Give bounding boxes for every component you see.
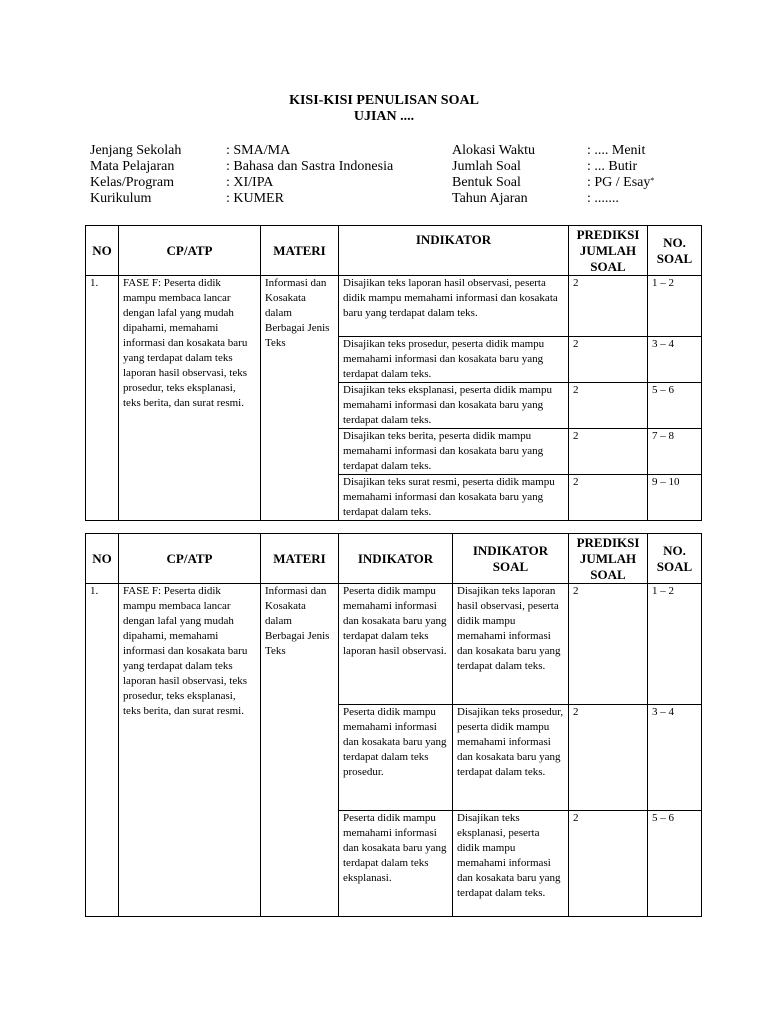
table-row (86, 584, 702, 705)
info-value-kurikulum: : KUMER (226, 191, 284, 206)
header-cp: CP/ATP (119, 534, 261, 584)
document-title: KISI-KISI PENULISAN SOAL (289, 93, 479, 108)
nosoal-cell: 3 – 4 (648, 705, 702, 811)
bentuk-text: : PG / Esay (587, 175, 651, 190)
indikator-cell: Disajikan teks eksplanasi, peserta didik mampu memahami informasi dan kosakata baru yang terdapat dalam teks. (339, 383, 569, 429)
indikator-cell: Disajikan teks laporan hasil observasi, peserta didik mampu memahami informasi dan kosakata baru yang terdapat dalam teks. (339, 276, 569, 337)
info-value-alokasi: : .... Menit (587, 143, 646, 158)
header-no: NO (86, 226, 119, 276)
header-nosoal: NO. SOAL (648, 226, 702, 276)
header-materi: MATERI (261, 226, 339, 276)
prediksi-cell: 2 (569, 705, 648, 811)
prediksi-cell: 2 (569, 584, 648, 705)
indikator-soal-cell: Disajikan teks eksplanasi, peserta didik mampu memahami informasi dan kosakata baru yang terdapat dalam teks. (453, 811, 569, 917)
indikator-cell: Peserta didik mampu memahami informasi dan kosakata baru yang terdapat dalam teks eksplanasi. (339, 811, 453, 917)
info-label-bentuk: Bentuk Soal (452, 175, 521, 190)
row-number: 1. (86, 276, 119, 521)
nosoal-cell: 5 – 6 (648, 811, 702, 917)
header-materi: MATERI (261, 534, 339, 584)
indikator-cell: Disajikan teks surat resmi, peserta didik mampu memahami informasi dan kosakata baru yang terdapat dalam teks. (339, 475, 569, 521)
table-header-row (86, 226, 702, 276)
info-value-bentuk (587, 175, 654, 191)
header-no: NO (86, 534, 119, 584)
nosoal-cell: 1 – 2 (648, 276, 702, 337)
info-value-jenjang: : SMA/MA (226, 143, 291, 158)
info-value-kelas: : XI/IPA (226, 175, 274, 190)
row-number: 1. (86, 584, 119, 917)
info-label-mapel: Mata Pelajaran (90, 159, 175, 174)
kisi-table-1 (85, 225, 702, 521)
header-nosoal: NO. SOAL (648, 534, 702, 584)
header-prediksi: PREDIKSI JUMLAH SOAL (569, 226, 648, 276)
nosoal-cell: 9 – 10 (648, 475, 702, 521)
prediksi-cell: 2 (569, 429, 648, 475)
info-label-kelas: Kelas/Program (90, 175, 174, 190)
nosoal-cell: 5 – 6 (648, 383, 702, 429)
bentuk-sup: * (650, 176, 655, 185)
table-header-row (86, 534, 702, 584)
prediksi-cell: 2 (569, 276, 648, 337)
prediksi-cell: 2 (569, 475, 648, 521)
info-label-tahun: Tahun Ajaran (452, 191, 528, 206)
document-subtitle: UJIAN .... (353, 109, 415, 124)
header-cp: CP/ATP (119, 226, 261, 276)
indikator-cell: Peserta didik mampu memahami informasi dan kosakata baru yang terdapat dalam teks laporan hasil observasi. (339, 584, 453, 705)
nosoal-cell: 1 – 2 (648, 584, 702, 705)
nosoal-cell: 7 – 8 (648, 429, 702, 475)
info-right-labels (452, 143, 535, 207)
info-value-jumlah: : ... Butir (587, 159, 638, 174)
info-value-mapel: : Bahasa dan Sastra Indonesia (226, 159, 394, 174)
info-right-values (587, 143, 654, 207)
nosoal-cell: 3 – 4 (648, 337, 702, 383)
prediksi-cell: 2 (569, 383, 648, 429)
indikator-soal-cell: Disajikan teks laporan hasil observasi, peserta didik mampu memahami informasi dan kosakata baru yang terdapat dalam teks. (453, 584, 569, 705)
indikator-cell: Disajikan teks prosedur, peserta didik mampu memahami informasi dan kosakata baru yang terdapat dalam teks. (339, 337, 569, 383)
header-indikator: INDIKATOR (339, 534, 453, 584)
info-label-alokasi: Alokasi Waktu (452, 143, 535, 158)
info-label-kurikulum: Kurikulum (90, 191, 152, 206)
cp-atp-text: FASE F: Peserta didik mampu membaca lancar dengan lafal yang mudah dipahami, memahami informasi dan kosakata baru yang terdapat dalam teks laporan hasil observasi, teks prosedur, teks eksplanasi, teks berita, dan surat resmi. (119, 584, 261, 917)
header-indikator-soal: INDIKATOR SOAL (453, 534, 569, 584)
kisi-table-2 (85, 533, 702, 917)
indikator-cell: Disajikan teks berita, peserta didik mampu memahami informasi dan kosakata baru yang terdapat dalam teks. (339, 429, 569, 475)
materi-text: Informasi dan Kosakata dalam Berbagai Jenis Teks (261, 276, 339, 521)
info-label-jenjang: Jenjang Sekolah (90, 143, 182, 158)
indikator-cell: Peserta didik mampu memahami informasi dan kosakata baru yang terdapat dalam teks prosedur. (339, 705, 453, 811)
info-label-jumlah: Jumlah Soal (452, 159, 521, 174)
prediksi-cell: 2 (569, 811, 648, 917)
prediksi-cell: 2 (569, 337, 648, 383)
indikator-soal-cell: Disajikan teks prosedur, peserta didik mampu memahami informasi dan kosakata baru yang terdapat dalam teks. (453, 705, 569, 811)
cp-atp-text: FASE F: Peserta didik mampu membaca lancar dengan lafal yang mudah dipahami, memahami informasi dan kosakata baru yang terdapat dalam teks laporan hasil observasi, teks prosedur, teks eksplanasi, teks berita, dan surat resmi. (119, 276, 261, 521)
header-prediksi: PREDIKSI JUMLAH SOAL (569, 534, 648, 584)
header-indikator: INDIKATOR (339, 226, 569, 276)
info-left-values (226, 143, 393, 207)
table-row (86, 276, 702, 337)
materi-text: Informasi dan Kosakata dalam Berbagai Jenis Teks (261, 584, 339, 917)
info-value-tahun: : ....... (587, 191, 619, 206)
info-left-labels (90, 143, 181, 207)
